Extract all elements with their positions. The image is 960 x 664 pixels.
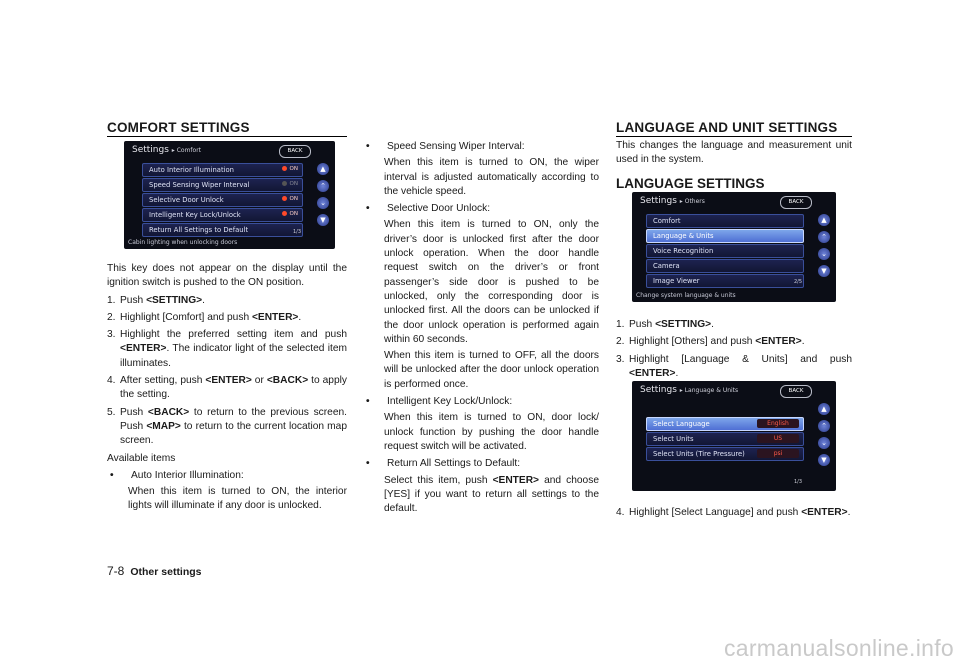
page-number: 7-8: [107, 564, 125, 578]
step-2: 2. Highlight [Comfort] and push <ENTER>.: [107, 311, 302, 323]
menu-item-language-units[interactable]: Language & Units: [646, 229, 804, 243]
back-button[interactable]: BACK: [780, 196, 812, 209]
watermark: carmanualsonline.info: [723, 635, 954, 661]
menu-item-camera[interactable]: Camera: [646, 259, 804, 273]
right-step-3: 3. Highlight [Language & Units] and push <ENTER>.: [616, 353, 852, 379]
left-body: [107, 262, 347, 514]
bullet-intelligent-key-text: When this item is turned to ON, door lock/ unlock function by pushing the door handle request switch will be activated.: [384, 412, 599, 452]
page-indicator: 1/3: [292, 229, 301, 235]
tire-pressure-value: psi: [757, 449, 799, 458]
bullet-intelligent-key: • Intelligent Key Lock/Unlock:: [366, 396, 513, 408]
step-3: 3. Highlight the preferred setting item and push <ENTER>. The indicator light of the selected item illuminates.: [107, 329, 347, 369]
bullet-return-default-text: Select this item, push <ENTER> and choose [YES] if you want to return all settings to the default.: [384, 474, 599, 515]
scroll-rail: [818, 214, 830, 282]
language-units-list: [646, 417, 804, 462]
menu-item-select-language[interactable]: Select Language English: [646, 417, 804, 431]
bullet-return-default: • Return All Settings to Default:: [366, 458, 521, 470]
available-items-label: Available items: [107, 452, 176, 464]
right-step-2: 2. Highlight [Others] and push <ENTER>.: [616, 336, 805, 348]
step-4: 4. After setting, push <ENTER> or <BACK> to apply the setting.: [107, 375, 347, 401]
others-menu-list: [646, 214, 804, 289]
menu-item-auto-interior-illumination[interactable]: Auto Interior Illumination ON: [142, 163, 303, 177]
bullet-selective-door-text-1: When this item is turned to ON, only the driver’s door is unlocked first after the door unlock operation. When the door handle request switch on the driver’s or front passenger’s side door is pushed to be unlocked, only the corresponding door is unlocked first. All the doors can be unlocked if the door unlock operation is performed again within 60 seconds.: [384, 219, 599, 345]
right-intro-block: [616, 139, 852, 198]
menu-item-selective-door-unlock[interactable]: Selective Door Unlock ON: [142, 193, 303, 207]
screen-title: Settings ▸ Others: [640, 196, 705, 206]
step-1: 1. Push <SETTING>.: [107, 294, 205, 306]
menu-item-voice-recognition[interactable]: Voice Recognition: [646, 244, 804, 258]
scroll-down-icon[interactable]: ▼: [818, 454, 830, 466]
scroll-down-icon[interactable]: ▼: [317, 214, 329, 226]
bullet-selective-door-text-2: When this item is turned to OFF, all the doors will be unlocked after the door unlock operation is performed once.: [384, 350, 599, 390]
chevron-down-icon[interactable]: ⌄: [317, 197, 329, 209]
scroll-up-icon[interactable]: ▲: [317, 163, 329, 175]
bullet-selective-door: • Selective Door Unlock:: [366, 203, 491, 215]
bullet-auto-interior-text: When this item is turned to ON, the interior lights will illuminate if any door is unlocked.: [128, 486, 347, 512]
scroll-up-icon[interactable]: ▲: [818, 214, 830, 226]
language-value: English: [757, 419, 799, 428]
menu-item-select-units-tire-pressure[interactable]: Select Units (Tire Pressure) psi: [646, 447, 804, 461]
right-intro-paragraph: This changes the language and measurement unit used in the system.: [616, 140, 852, 166]
screen-title: Settings ▸ Comfort: [132, 145, 202, 155]
menu-item-select-units[interactable]: Select Units US: [646, 432, 804, 446]
section-heading-language-unit: LANGUAGE AND UNIT SETTINGS: [616, 121, 852, 137]
scroll-rail: [818, 403, 830, 471]
chevron-up-icon[interactable]: ⌃: [317, 180, 329, 192]
back-button[interactable]: BACK: [279, 145, 311, 158]
right-step-1: 1. Push <SETTING>.: [616, 319, 714, 330]
chevron-down-icon[interactable]: ⌄: [818, 437, 830, 449]
scroll-rail: [317, 163, 329, 231]
others-settings-screen: [632, 192, 836, 302]
screen-footer-text: Change system language & units: [636, 292, 736, 299]
comfort-settings-screen: [124, 141, 335, 249]
middle-body: [363, 140, 599, 516]
comfort-menu-list: [142, 163, 303, 238]
section-name: Other settings: [130, 566, 202, 578]
chevron-up-icon[interactable]: ⌃: [818, 231, 830, 243]
section-heading-comfort: COMFORT SETTINGS: [107, 121, 347, 137]
menu-item-intelligent-key[interactable]: Intelligent Key Lock/Unlock ON: [142, 208, 303, 222]
menu-item-comfort[interactable]: Comfort: [646, 214, 804, 228]
page-footer: [107, 564, 202, 578]
bullet-wiper: • Speed Sensing Wiper Interval:: [366, 141, 525, 152]
chevron-up-icon[interactable]: ⌃: [818, 420, 830, 432]
right-step-4: 4. Highlight [Select Language] and push <ENTER>.: [616, 507, 851, 518]
bullet-auto-interior: • Auto Interior Illumination:: [110, 469, 244, 481]
language-units-screen: [632, 381, 836, 491]
right-steps: [616, 315, 852, 381]
subheading-language-settings: LANGUAGE SETTINGS: [616, 175, 765, 191]
step-5: 5. Push <BACK> to return to the previous screen. Push <MAP> to return to the current location map screen.: [107, 406, 347, 447]
right-step-4-block: [616, 503, 852, 520]
screen-title: Settings ▸ Language & Units: [640, 385, 739, 395]
back-button[interactable]: BACK: [780, 385, 812, 398]
page-indicator: 2/5: [793, 279, 802, 285]
menu-item-return-defaults[interactable]: Return All Settings to Default: [142, 223, 303, 237]
screen-footer-text: Cabin lighting when unlocking doors: [128, 239, 238, 246]
scroll-down-icon[interactable]: ▼: [818, 265, 830, 277]
menu-item-speed-sensing-wiper[interactable]: Speed Sensing Wiper Interval ON: [142, 178, 303, 192]
page-indicator: 1/3: [793, 479, 802, 485]
intro-paragraph: This key does not appear on the display until the ignition switch is pushed to the ON position.: [107, 263, 347, 289]
chevron-down-icon[interactable]: ⌄: [818, 248, 830, 260]
menu-item-image-viewer[interactable]: Image Viewer: [646, 274, 804, 288]
scroll-up-icon[interactable]: ▲: [818, 403, 830, 415]
units-value: US: [757, 434, 799, 443]
bullet-wiper-text: When this item is turned to ON, the wiper interval is adjusted automatically according to the vehicle speed.: [384, 157, 599, 197]
